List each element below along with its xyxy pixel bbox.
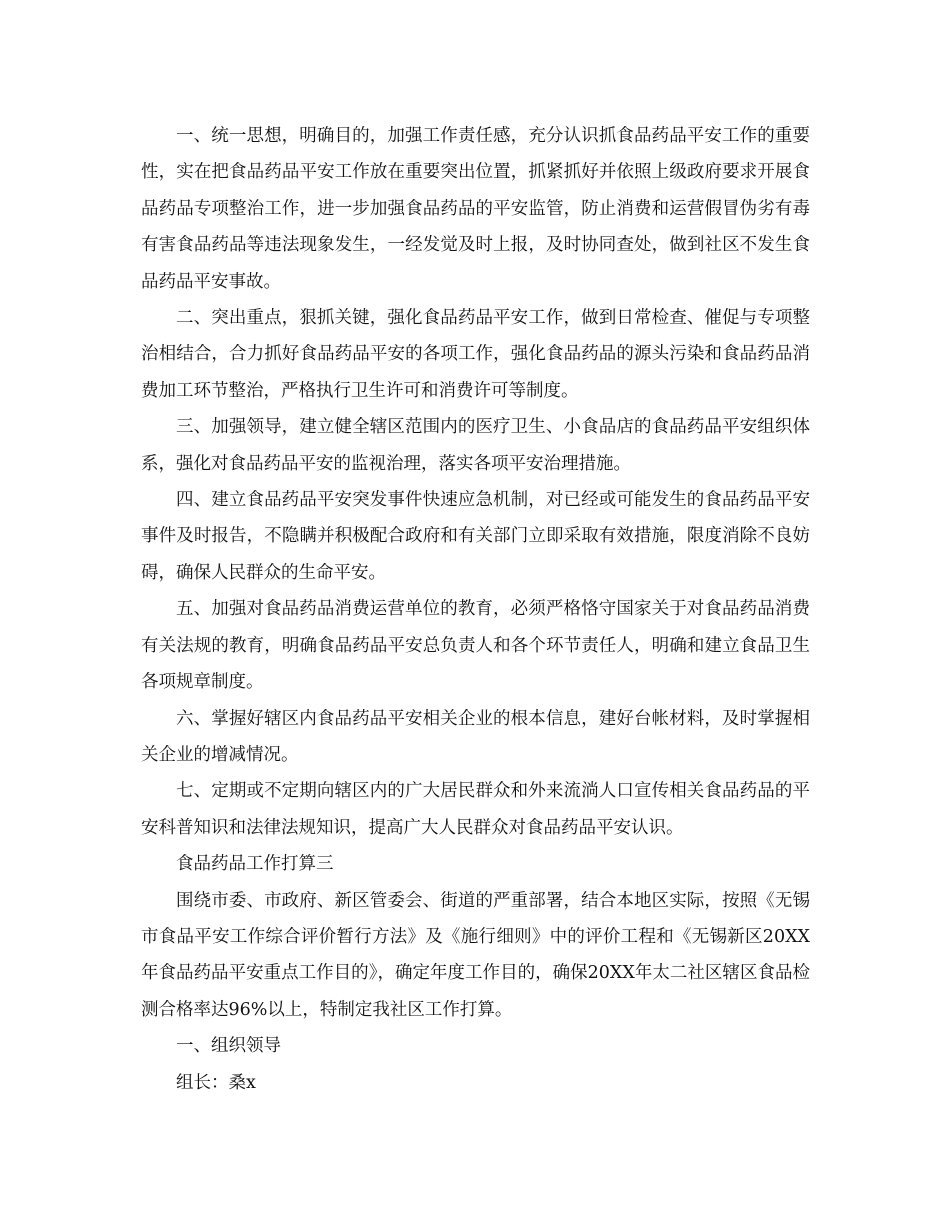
paragraph-7: 七、定期或不定期向辖区内的广大居民群众和外来流淌人口宣传相关食品药品的平安科普知识和法律法规知识，提高广大人民群众对食品药品平安认识。 <box>141 781 810 838</box>
paragraph-5: 五、加强对食品药品消费运营单位的教育，必须严格恪守国家关于对食品药品消费有关法规的教育，明确食品药品平安总负责人和各个环节责任人，明确和建立食品卫生各项规章制度。 <box>141 599 810 693</box>
document-page <box>141 118 810 1101</box>
paragraph-4: 四、建立食品药品平安突发事件快速应急机制，对已经或可能发生的食品药品平安事件及时报告，不隐瞒并积极配合政府和有关部门立即采取有效措施，限度消除不良妨碍，确保人民群众的生命平安。 <box>141 490 810 583</box>
paragraph-2: 二、突出重点，狠抓关键，强化食品药品平安工作，做到日常检查、催促与专项整治相结合，合力抓好食品药品平安的各项工作，强化食品药品的源头污染和食品药品消费加工环节整治，严格执行卫生许可和消费许可等制度。 <box>141 308 810 401</box>
subheading-organization: 一、组织领导 <box>176 1036 281 1057</box>
paragraph-6: 六、掌握好辖区内食品药品平安相关企业的根本信息，建好台帐材料，及时掌握相关企业的增减情况。 <box>141 708 810 765</box>
section-heading: 食品药品工作打算三 <box>176 854 334 875</box>
leader-line: 组长：桑x <box>176 1072 256 1093</box>
paragraph-intro: 围绕市委、市政府、新区管委会、街道的严重部署，结合本地区实际，按照《无锡市食品平安工作综合评价暂行方法》及《施行细则》中的评价工程和《无锡新区20XX年食品药品平安重点工作目的》，确定年度工作目的，确保20XX年太二社区辖区食品检测合格率达96%以上，特制定我社区工作打算。 <box>141 890 810 1020</box>
paragraph-1: 一、统一思想，明确目的，加强工作责任感，充分认识抓食品药品平安工作的重要性，实在把食品药品平安工作放在重要突出位置，抓紧抓好并依照上级政府要求开展食品药品专项整治工作，进一步加强食品药品的平安监管，防止消费和运营假冒伪劣有毒有害食品药品等违法现象发生，一经发觉及时上报，及时协同查处，做到社区不发生食品药品平安事故。 <box>141 126 810 292</box>
paragraph-3: 三、加强领导，建立健全辖区范围内的医疗卫生、小食品店的食品药品平安组织体系，强化对食品药品平安的监视治理，落实各项平安治理措施。 <box>141 417 810 474</box>
